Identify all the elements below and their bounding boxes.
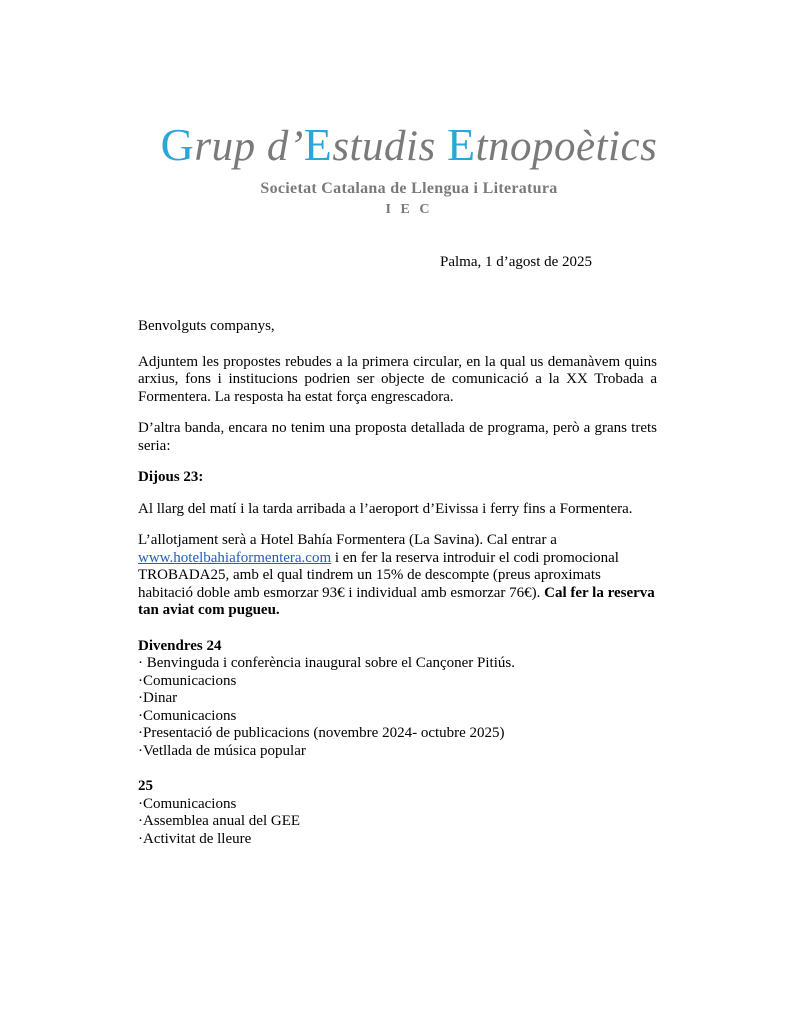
- day2-heading: Divendres 24: [138, 637, 222, 654]
- greeting: Benvolguts companys,: [138, 318, 275, 334]
- title-initial-e1: E: [303, 119, 333, 170]
- letterhead-title: [0, 118, 794, 171]
- list-item: ·Assemblea anual del GEE: [138, 813, 301, 829]
- day1-arrival: Al llarg del matí i la tarda arribada a l’aeroport d’Eivissa i ferry fins a Formentera.: [138, 500, 633, 517]
- title-word-grup: rup d’: [194, 123, 304, 170]
- lodging-reminder: Cal fer la reserva tan aviat com pugueu.: [138, 584, 655, 618]
- hotel-link[interactable]: www.hotelbahiaformentera.com: [138, 549, 332, 566]
- title-word-estudis: studis: [332, 123, 447, 170]
- letterhead-subtitle: Societat Catalana de Llengua i Literatura: [260, 180, 558, 197]
- lodging-text-post: i en fer la reserva introduir el codi promocional TROBADA25, amb el qual tindrem un 15% de descompte (preus aproximats habitació doble amb esmorzar 93€ i individual amb esmorzar 76€).: [138, 549, 619, 601]
- title-word-etnopoetics: tnopoètics: [475, 123, 658, 170]
- list-item: ·Comunicacions: [138, 707, 237, 724]
- list-item: ·Comunicacions: [138, 795, 237, 812]
- letter-date: Palma, 1 d’agost de 2025: [440, 254, 593, 270]
- day1-lodging: [138, 532, 657, 620]
- list-item: · Benvinguda i conferència inaugural sobre el Cançoner Pitiús.: [138, 655, 515, 671]
- day2-list: [138, 655, 657, 760]
- lodging-text-pre: L’allotjament serà a Hotel Bahía Formentera (La Savina). Cal entrar a: [138, 532, 557, 548]
- title-initial-e2: E: [446, 119, 476, 170]
- paragraph-proposals: Adjuntem les propostes rebudes a la primera circular, en la qual us demanàvem quins arxius, fons i institucions podrien ser objecte de comunicació a la XX Trobada a Formentera. La resposta ha estat força engrescadora.: [138, 353, 657, 405]
- list-item: ·Activitat de lleure: [138, 830, 252, 847]
- day1-heading: Dijous 23:: [138, 469, 204, 485]
- paragraph-program: D’altra banda, encara no tenim una proposta detallada de programa, però a grans trets seria:: [138, 420, 657, 454]
- list-item: ·Comunicacions: [138, 672, 237, 689]
- list-item: ·Dinar: [138, 690, 178, 706]
- list-item: ·Vetllada de música popular: [138, 742, 306, 759]
- day3-list: [138, 796, 657, 849]
- list-item: ·Presentació de publicacions (novembre 2024- octubre 2025): [138, 725, 505, 741]
- letter-body: [138, 318, 657, 848]
- title-initial-g: G: [160, 119, 195, 170]
- day3-heading: 25: [138, 778, 153, 794]
- letterhead-iec: I E C: [385, 202, 433, 217]
